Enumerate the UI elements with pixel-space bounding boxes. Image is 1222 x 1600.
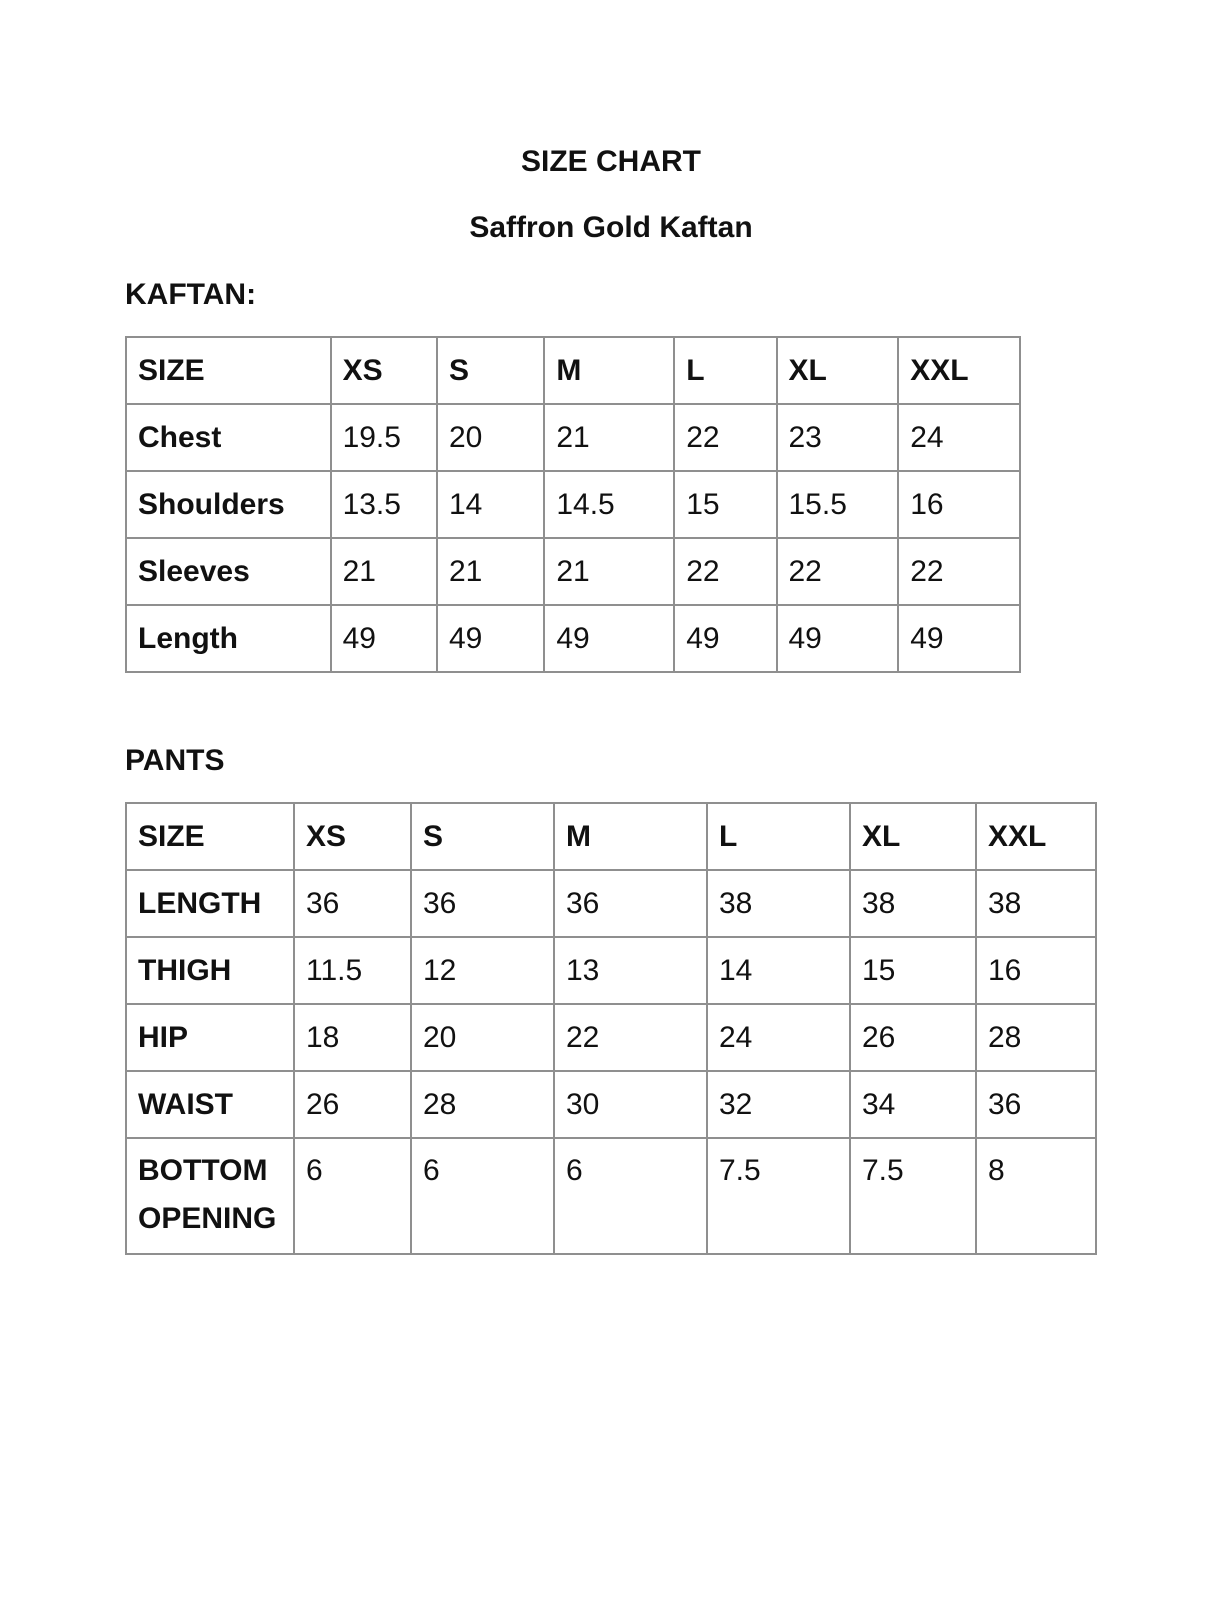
table-cell: 22 xyxy=(777,538,899,605)
table-cell: 38 xyxy=(850,870,976,937)
pants-size-table xyxy=(125,802,1097,1255)
table-row xyxy=(126,1138,1096,1254)
table-row xyxy=(126,471,1020,538)
page-title: SIZE CHART xyxy=(521,145,701,178)
table-header-cell: SIZE xyxy=(126,337,331,404)
table-cell: 7.5 xyxy=(850,1138,976,1254)
table-cell: 15 xyxy=(850,937,976,1004)
table-cell: 49 xyxy=(777,605,899,672)
row-label: HIP xyxy=(126,1004,294,1071)
table-cell: 12 xyxy=(411,937,554,1004)
table-cell: 49 xyxy=(437,605,544,672)
table-cell: 30 xyxy=(554,1071,707,1138)
row-label: WAIST xyxy=(126,1071,294,1138)
kaftan-header-row xyxy=(126,337,1020,404)
table-cell: 38 xyxy=(707,870,850,937)
kaftan-size-table xyxy=(125,336,1021,673)
table-cell: 22 xyxy=(898,538,1020,605)
table-cell: 49 xyxy=(331,605,437,672)
page-subtitle: Saffron Gold Kaftan xyxy=(469,211,753,244)
table-cell: 49 xyxy=(898,605,1020,672)
table-cell: 26 xyxy=(294,1071,411,1138)
row-label: Chest xyxy=(126,404,331,471)
table-header-cell: L xyxy=(707,803,850,870)
table-cell: 24 xyxy=(707,1004,850,1071)
table-header-cell: S xyxy=(437,337,544,404)
table-cell: 38 xyxy=(976,870,1096,937)
row-label: THIGH xyxy=(126,937,294,1004)
table-header-cell: XL xyxy=(777,337,899,404)
table-header-cell: L xyxy=(674,337,776,404)
table-header-cell: SIZE xyxy=(126,803,294,870)
table-cell: 20 xyxy=(437,404,544,471)
table-row xyxy=(126,1004,1096,1071)
table-cell: 13 xyxy=(554,937,707,1004)
table-cell: 26 xyxy=(850,1004,976,1071)
table-cell: 49 xyxy=(674,605,776,672)
table-header-cell: M xyxy=(544,337,674,404)
row-label: Sleeves xyxy=(126,538,331,605)
table-cell: 28 xyxy=(976,1004,1096,1071)
table-header-cell: M xyxy=(554,803,707,870)
table-cell: 6 xyxy=(411,1138,554,1254)
table-cell: 14 xyxy=(707,937,850,1004)
table-cell: 7.5 xyxy=(707,1138,850,1254)
table-cell: 8 xyxy=(976,1138,1096,1254)
table-cell: 15.5 xyxy=(777,471,899,538)
table-cell: 21 xyxy=(544,538,674,605)
table-cell: 6 xyxy=(294,1138,411,1254)
table-cell: 11.5 xyxy=(294,937,411,1004)
pants-section-label: PANTS xyxy=(125,744,225,777)
table-row xyxy=(126,1071,1096,1138)
table-row xyxy=(126,538,1020,605)
table-cell: 28 xyxy=(411,1071,554,1138)
table-row xyxy=(126,870,1096,937)
pants-header-row xyxy=(126,803,1096,870)
table-cell: 14.5 xyxy=(544,471,674,538)
table-cell: 13.5 xyxy=(331,471,437,538)
table-row xyxy=(126,937,1096,1004)
row-label: LENGTH xyxy=(126,870,294,937)
table-row xyxy=(126,404,1020,471)
table-cell: 36 xyxy=(411,870,554,937)
table-cell: 49 xyxy=(544,605,674,672)
table-header-cell: XS xyxy=(294,803,411,870)
table-cell: 21 xyxy=(437,538,544,605)
table-cell: 22 xyxy=(674,404,776,471)
table-cell: 32 xyxy=(707,1071,850,1138)
table-cell: 15 xyxy=(674,471,776,538)
table-cell: 24 xyxy=(898,404,1020,471)
table-cell: 36 xyxy=(976,1071,1096,1138)
table-cell: 19.5 xyxy=(331,404,437,471)
table-header-cell: S xyxy=(411,803,554,870)
table-cell: 21 xyxy=(331,538,437,605)
kaftan-section-label: KAFTAN: xyxy=(125,278,257,311)
table-cell: 18 xyxy=(294,1004,411,1071)
table-header-cell: XXL xyxy=(976,803,1096,870)
table-cell: 21 xyxy=(544,404,674,471)
table-cell: 6 xyxy=(554,1138,707,1254)
row-label: Shoulders xyxy=(126,471,331,538)
table-cell: 36 xyxy=(554,870,707,937)
table-cell: 36 xyxy=(294,870,411,937)
table-cell: 14 xyxy=(437,471,544,538)
table-row xyxy=(126,605,1020,672)
table-header-cell: XL xyxy=(850,803,976,870)
table-header-cell: XS xyxy=(331,337,437,404)
table-cell: 16 xyxy=(976,937,1096,1004)
row-label: Length xyxy=(126,605,331,672)
table-cell: 16 xyxy=(898,471,1020,538)
table-cell: 20 xyxy=(411,1004,554,1071)
table-cell: 23 xyxy=(777,404,899,471)
table-cell: 22 xyxy=(674,538,776,605)
table-cell: 22 xyxy=(554,1004,707,1071)
row-label: BOTTOM OPENING xyxy=(126,1138,294,1254)
table-cell: 34 xyxy=(850,1071,976,1138)
table-header-cell: XXL xyxy=(898,337,1020,404)
